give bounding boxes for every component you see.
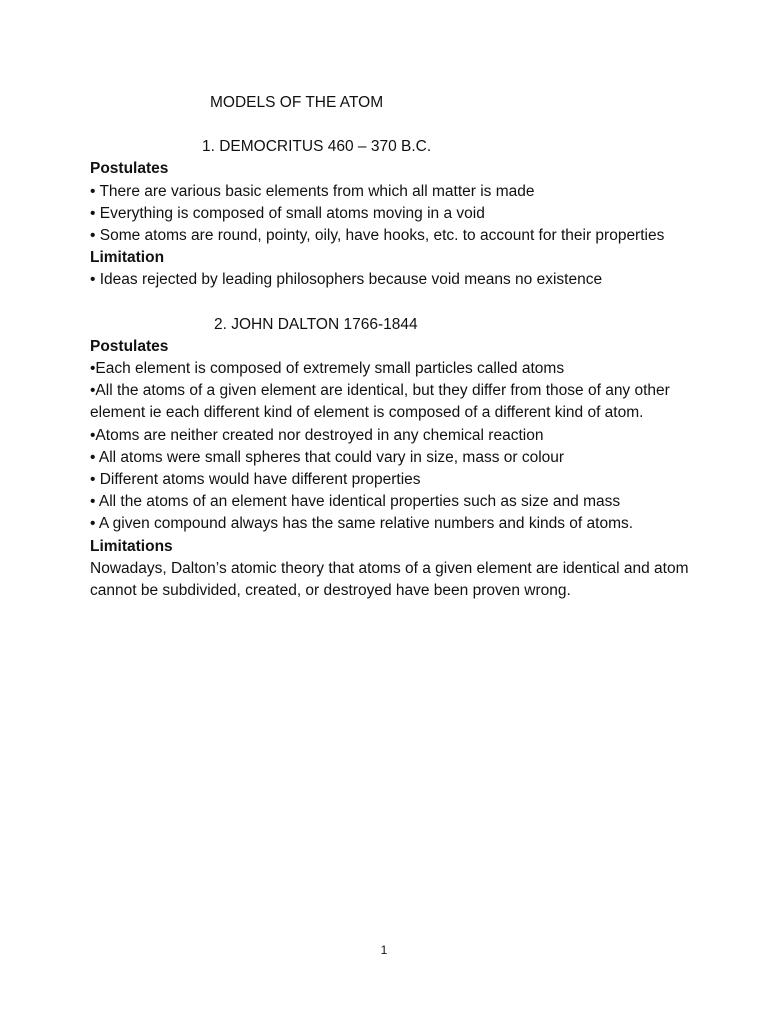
postulate-item: •Atoms are neither created nor destroyed in any chemical reaction: [90, 426, 544, 444]
section-heading: 1. DEMOCRITUS 460 – 370 B.C.: [202, 138, 432, 156]
postulates-label: Postulates: [90, 337, 169, 355]
section-democritus: [90, 136, 690, 291]
limitations-label: Limitations: [90, 537, 173, 555]
postulate-item: • All the atoms of an element have identical properties such as size and mass: [90, 493, 621, 511]
section-dalton: [90, 314, 690, 603]
document-body: [90, 92, 690, 602]
limitation-item: • Ideas rejected by leading philosophers because void means no existence: [90, 271, 603, 289]
section-heading: 2. JOHN DALTON 1766-1844: [214, 315, 418, 333]
postulate-item: • Different atoms would have different properties: [90, 471, 421, 489]
document-title: MODELS OF THE ATOM: [210, 94, 384, 111]
limitation-item: Nowadays, Dalton’s atomic theory that atoms of a given element are identical and atom cannot be subdivided, created, or destroyed have been proven wrong.: [90, 559, 689, 600]
postulates-label: Postulates: [90, 160, 169, 178]
limitations-label: Limitation: [90, 249, 165, 267]
postulate-item: • A given compound always has the same relative numbers and kinds of atoms.: [90, 515, 634, 533]
postulate-item: • Everything is composed of small atoms moving in a void: [90, 204, 485, 222]
section-spacer: [90, 292, 690, 314]
postulate-item: • There are various basic elements from which all matter is made: [90, 182, 535, 200]
postulate-item: • Some atoms are round, pointy, oily, have hooks, etc. to account for their properties: [90, 227, 665, 245]
postulate-item: • All atoms were small spheres that could vary in size, mass or colour: [90, 448, 565, 466]
postulate-item: •All the atoms of a given element are identical, but they differ from those of any other element ie each different kind of element is composed of a different kind of atom.: [90, 382, 670, 422]
page-number: 1: [380, 943, 388, 957]
postulate-item: •Each element is composed of extremely small particles called atoms: [90, 360, 565, 378]
